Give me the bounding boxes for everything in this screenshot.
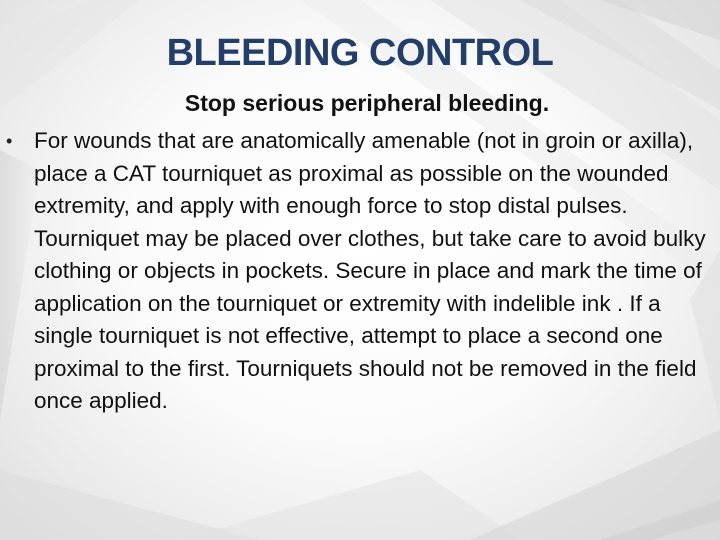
slide-title: BLEEDING CONTROL (166, 32, 554, 74)
bullet-dot-icon: • (6, 131, 13, 151)
bullet-item (6, 125, 706, 418)
bullet-text: For wounds that are anatomically amenable (not in groin or axilla), place a CAT tourniquet as proximal as possible on the wounded extremity, and apply with enough force to stop distal pulses. Tourniquet may be placed over clothes, but take care to avoid bulky clothing or objects in pockets. Secure in place and mark the time of application on the tourniquet or extremity with indelible ink . If a single tourniquet is not effective, attempt to place a second one proximal to the first. Tourniquets should not be removed in the field once applied. (34, 128, 706, 413)
slide-subtitle: Stop serious peripheral bleeding. (184, 90, 550, 116)
bullet-list (6, 125, 706, 418)
